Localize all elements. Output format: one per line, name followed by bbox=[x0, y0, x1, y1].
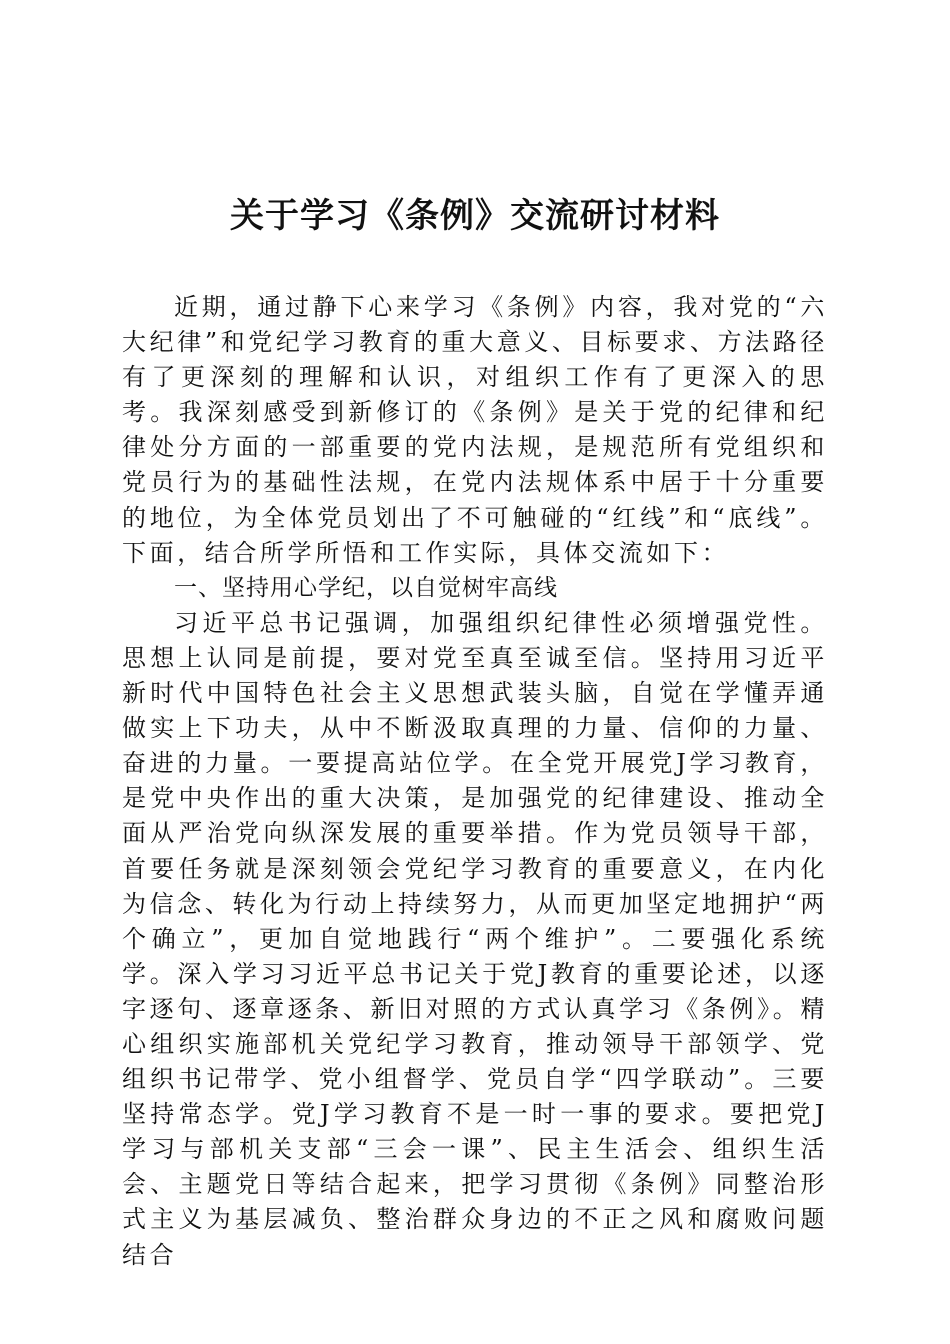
section-paragraph: 习近平总书记强调，加强组织纪律性必须增强党性。思想上认同是前提，要对党至真至诚至信。坚持用习近平新时代中国特色社会主义思想武装头脑，自觉在学懂弄通做实上下功夫，从中不断汲取真理的力量、信仰的力量、奋进的力量。一要提高站位学。在全党开展党J学习教育，是党中央作出的重大决策，是加强党的纪律建设、推动全面从严治党向纵深发展的重要举措。作为党员领导干部，首要任务就是深刻领会党纪学习教育的重要意义，在内化为信念、转化为行动上持续努力，从而更加坚定地拥护“两个确立”，更加自觉地践行“两个维护”。二要强化系统学。深入学习习近平总书记关于党J教育的重要论述，以逐字逐句、逐章逐条、新旧对照的方式认真学习《条例》。精心组织实施部机关党纪学习教育，推动领导干部领学、党组织书记带学、党小组督学、党员自学“四学联动”。三要坚持常态学。党J学习教育不是一时一事的要求。要把党J学习与部机关支部“三会一课”、民主生活会、组织生活会、主题党日等结合起来，把学习贯彻《条例》同整治形式主义为基层减负、整治群众身边的不正之风和腐败问题结合 bbox=[122, 608, 828, 1269]
document-body bbox=[122, 290, 828, 1273]
section-heading: 一、坚持用心学纪，以自觉树牢高线 bbox=[174, 574, 558, 601]
document-title: 关于学习《条例》交流研讨材料 bbox=[230, 196, 720, 236]
intro-paragraph: 近期，通过静下心来学习《条例》内容，我对党的“六大纪律”和党纪学习教育的重大意义、目标要求、方法路径有了更深刻的理解和认识，对组织工作有了更深入的思考。我深刻感受到新修订的《条例》是关于党的纪律和纪律处分方面的一部重要的党内法规，是规范所有党组织和党员行为的基础性法规，在党内法规体系中居于十分重要的地位，为全体党员划出了不可触碰的“红线”和“底线”。下面，结合所学所悟和工作实际，具体交流如下： bbox=[122, 293, 828, 567]
